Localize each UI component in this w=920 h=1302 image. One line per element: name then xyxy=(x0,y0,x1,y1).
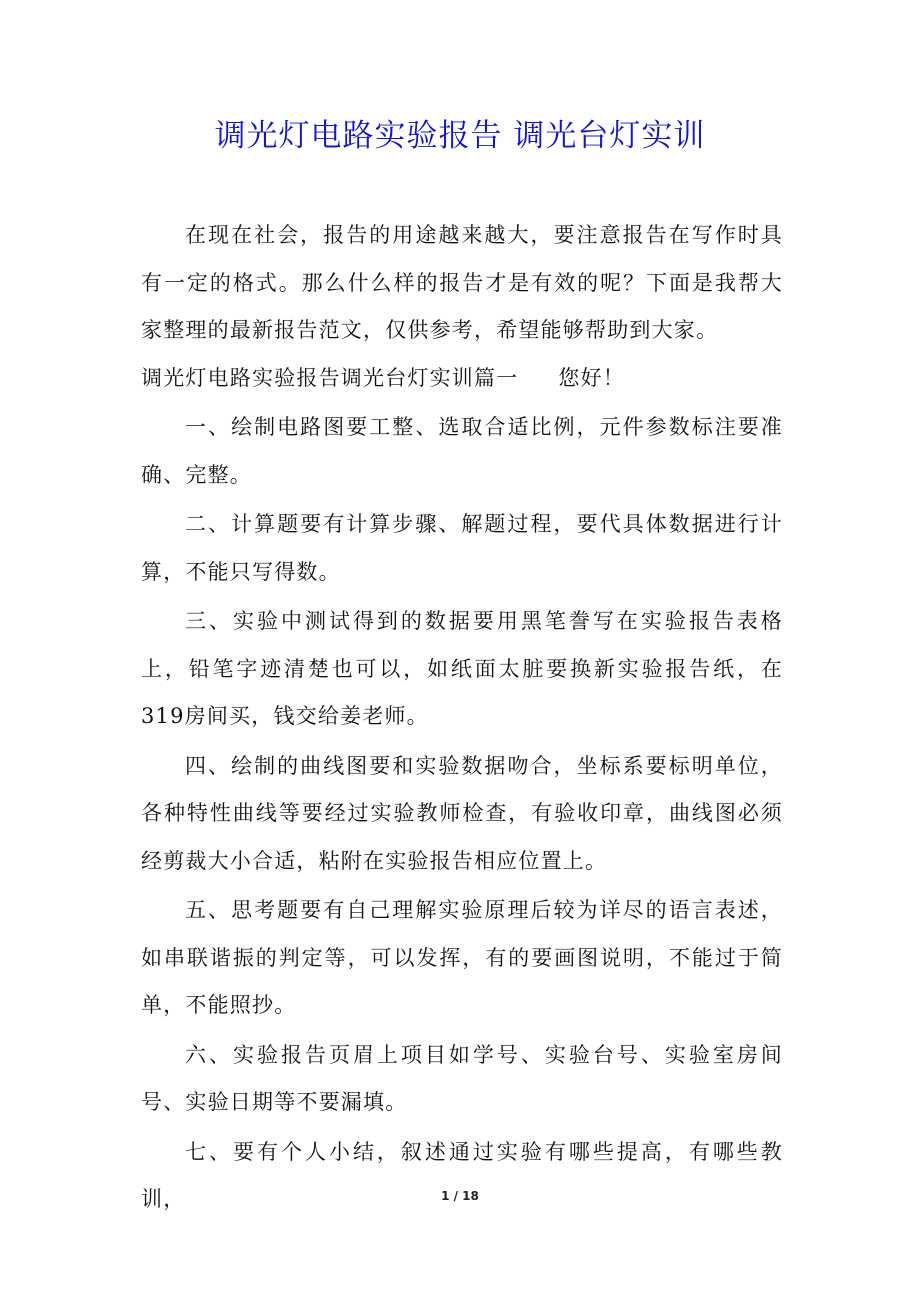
greeting: 您好！ xyxy=(558,365,626,390)
list-item: 四、绘制的曲线图要和实验数据吻合，坐标系要标明单位，各种特性曲线等要经过实验教师检查，有验收印章，曲线图必须经剪裁大小合适，粘附在实验报告相应位置上。 xyxy=(141,753,783,873)
page-number: 1 / 18 xyxy=(441,1189,479,1203)
list-item: 七、要有个人小结，叙述通过实验有哪些提高，有哪些教训， xyxy=(141,1139,783,1211)
list-item: 二、计算题要有计算步骤、解题过程，要代具体数据进行计算，不能只写得数。 xyxy=(141,512,783,584)
list-item: 六、实验报告页眉上项目如学号、实验台号、实验室房间号、实验日期等不要漏填。 xyxy=(141,1042,783,1114)
section-heading-line xyxy=(141,355,783,403)
list-item: 一、绘制电路图要工整、选取合适比例，元件参数标注要准确、完整。 xyxy=(141,415,783,487)
list-item: 三、实验中测试得到的数据要用黑笔誊写在实验报告表格上，铅笔字迹清楚也可以，如纸面太脏要换新实验报告纸，在319房间买，钱交给姜老师。 xyxy=(141,609,783,728)
section-heading: 调光灯电路实验报告调光台灯实训篇一 xyxy=(141,365,519,390)
document-title: 调光灯电路实验报告 调光台灯实训 xyxy=(214,118,706,154)
list-item: 五、思考题要有自己理解实验原理后较为详尽的语言表述，如串联谐振的判定等，可以发挥，有的要画图说明，不能过于简单，不能照抄。 xyxy=(141,898,783,1017)
intro-paragraph: 在现在社会，报告的用途越来越大，要注意报告在写作时具有一定的格式。那么什么样的报告才是有效的呢？下面是我帮大家整理的最新报告范文，仅供参考，希望能够帮助到大家。 xyxy=(141,223,783,342)
document-body xyxy=(141,212,783,1224)
